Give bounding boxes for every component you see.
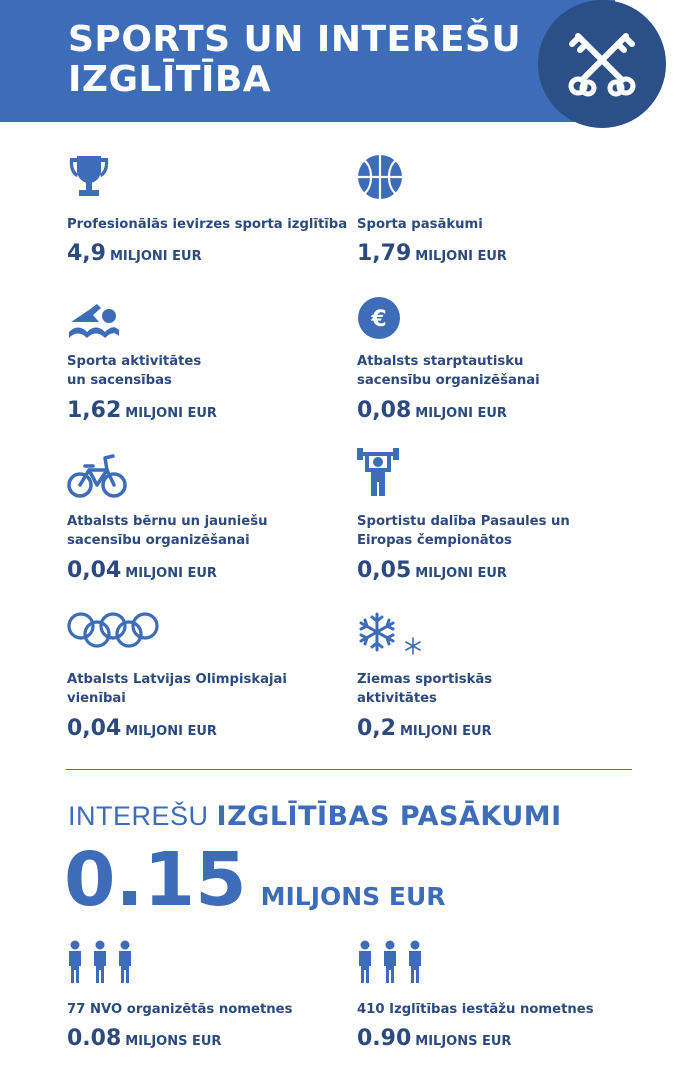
total-unit: MILJONS EUR bbox=[260, 882, 446, 911]
camp-amount bbox=[67, 1026, 221, 1051]
item-label: Sporta pasākumi bbox=[357, 217, 483, 232]
header-banner bbox=[0, 0, 615, 122]
item-label: Sporta aktivitātes un sacensības bbox=[67, 354, 202, 388]
amount-unit: MILJONI EUR bbox=[399, 724, 492, 739]
people-icon bbox=[67, 940, 137, 984]
keys-logo bbox=[538, 0, 666, 128]
amount-value: 0,04 bbox=[67, 716, 122, 741]
snowflake-icon bbox=[357, 612, 427, 658]
amount-value: 0,2 bbox=[357, 716, 396, 741]
item-amount bbox=[67, 558, 217, 583]
amount-value: 0.90 bbox=[357, 1026, 412, 1051]
page-title: SPORTS UN INTEREŠU IZGLĪTĪBA bbox=[68, 19, 522, 100]
amount-unit: MILJONI EUR bbox=[125, 406, 217, 421]
amount-unit: MILJONS EUR bbox=[415, 1034, 512, 1049]
item-amount bbox=[67, 241, 202, 266]
camp-label: 410 Izglītības iestāžu nometnes bbox=[357, 1002, 594, 1017]
people-icon bbox=[357, 940, 427, 984]
item-amount bbox=[67, 398, 217, 423]
amount-value: 0,04 bbox=[67, 558, 122, 583]
item-label: Atbalsts Latvijas Olimpiskajai vienībai bbox=[67, 672, 287, 706]
amount-unit: MILJONI EUR bbox=[125, 724, 217, 739]
amount-unit: MILJONI EUR bbox=[109, 249, 202, 264]
weightlifter-icon bbox=[357, 446, 399, 498]
amount-value: 1,62 bbox=[67, 398, 122, 423]
amount-unit: MILJONI EUR bbox=[125, 566, 217, 581]
amount-unit: MILJONS EUR bbox=[125, 1034, 222, 1049]
amount-value: 0,08 bbox=[357, 398, 412, 423]
amount-value: 0,05 bbox=[357, 558, 412, 583]
basketball-icon bbox=[357, 154, 403, 200]
item-amount bbox=[357, 241, 507, 266]
euro-icon bbox=[357, 296, 401, 340]
item-label: Profesionālās ievirzes sporta izglītība bbox=[67, 217, 348, 232]
amount-unit: MILJONI EUR bbox=[415, 566, 507, 581]
amount-value: 4,9 bbox=[67, 241, 106, 266]
amount-unit: MILJONI EUR bbox=[415, 406, 507, 421]
section-total bbox=[64, 838, 446, 922]
item-label: Atbalsts starptautisku sacensību organizēšanai bbox=[357, 354, 540, 388]
trophy-icon bbox=[67, 154, 111, 200]
item-label: Atbalsts bērnu un jauniešu sacensību organizēšanai bbox=[67, 514, 268, 548]
swimmer-icon bbox=[67, 296, 121, 340]
item-amount bbox=[67, 716, 217, 741]
olympic-rings-icon bbox=[67, 612, 161, 648]
camp-label: 77 NVO organizētās nometnes bbox=[67, 1002, 293, 1017]
crossed-keys-icon bbox=[562, 22, 642, 102]
section-divider bbox=[66, 769, 632, 770]
item-label: Ziemas sportiskās aktivitātes bbox=[357, 672, 493, 706]
item-amount bbox=[357, 398, 507, 423]
amount-unit: MILJONI EUR bbox=[415, 249, 507, 264]
item-amount bbox=[357, 716, 492, 741]
section-title bbox=[68, 800, 562, 833]
item-amount bbox=[357, 558, 507, 583]
item-label: Sportistu dalība Pasaules un Eiropas čempionātos bbox=[357, 514, 570, 548]
section-title-bold: IZGLĪTĪBAS PASĀKUMI bbox=[216, 801, 562, 832]
svg-text:€: € bbox=[371, 307, 387, 332]
amount-value: 1,79 bbox=[357, 241, 412, 266]
section-title-thin: INTEREŠU bbox=[68, 801, 217, 831]
amount-value: 0.08 bbox=[67, 1026, 122, 1051]
camp-amount bbox=[357, 1026, 511, 1051]
bicycle-icon bbox=[67, 452, 127, 498]
total-value: 0.15 bbox=[64, 837, 247, 923]
